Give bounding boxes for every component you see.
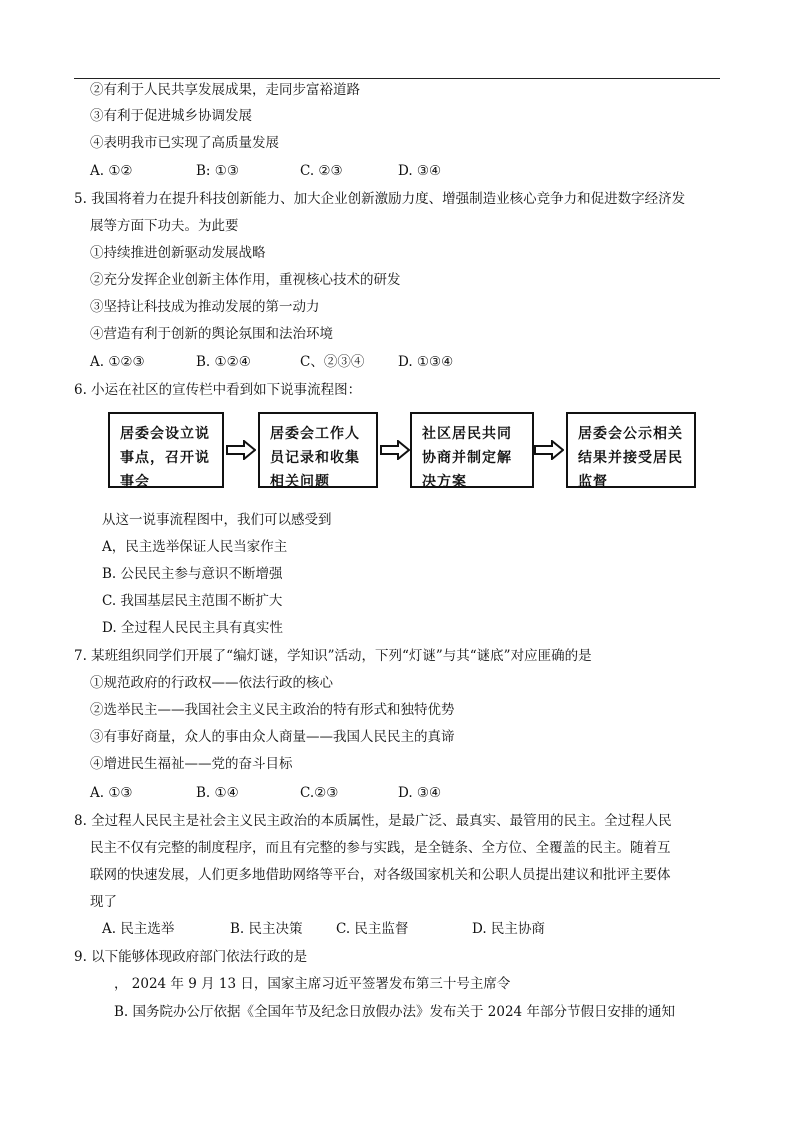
q7-statement-4: ④增进民生福祉——党的奋斗目标 [90, 756, 293, 772]
q8-line-4: 现了 [90, 894, 117, 910]
q7-options [90, 784, 441, 802]
q8-line-1: 8. 全过程人民民主是社会主义民主政治的本质属性，是最广泛、最真实、最管用的民主。全过程人民 [74, 813, 672, 829]
q4-option-c[interactable]: C. ②③ [300, 163, 343, 179]
q5-stem-line1: 5. 我国将着力在提升科技创新能力、加大企业创新激励力度、增强制造业核心竞争力和促进数字经济发 [74, 191, 686, 207]
q6-stem: 6. 小运在社区的宣传栏中看到如下说事流程图： [74, 382, 362, 398]
flow-box-2: 居委会工作人员记录和收集相关问题 [258, 412, 378, 488]
flow-box-1: 居委会设立说事点，召开说事会 [108, 412, 224, 488]
q8-option-a[interactable]: A. 民主选举 [102, 921, 175, 937]
q7-stem: 7. 某班组织同学们开展了“编灯谜，学知识”活动，下列“灯谜”与其“谜底”对应匪确的是 [74, 648, 592, 664]
flow-arrow-1-icon [226, 440, 256, 460]
q6-choice-a[interactable]: A，民主选举保证人民当家作主 [102, 539, 288, 555]
q5-statement-1: ①持续推进创新驱动发展战略 [90, 245, 266, 261]
flow-arrow-2-icon [380, 440, 410, 460]
q5-option-b[interactable]: B. ①②④ [196, 354, 251, 370]
q9-stem: 9. 以下能够体现政府部门依法行政的是 [74, 949, 308, 965]
header-rule [74, 78, 720, 79]
q6-choice-c[interactable]: C. 我国基层民主范围不断扩大 [102, 593, 283, 609]
q8-line-3: 联网的快速发展，人们更多地借助网络等平台，对各级国家机关和公职人员提出建议和批评主要体 [90, 867, 671, 883]
q7-statement-1: ①规范政府的行政权——依法行政的核心 [90, 675, 333, 691]
q5-statement-2: ②充分发挥企业创新主体作用，重视核心技术的研发 [90, 272, 401, 288]
q4-statement-2: ②有利于人民共享发展成果，走同步富裕道路 [90, 82, 360, 98]
q8-options [102, 920, 545, 938]
q5-statement-4: ④营造有利于创新的舆论氛围和法治环境 [90, 326, 333, 342]
q6-prompt: 从这一说事流程图中，我们可以感受到 [102, 512, 332, 528]
q6-choice-b[interactable]: B. 公民民主参与意识不断增强 [102, 566, 283, 582]
q4-statement-4: ④表明我市已实现了高质量发展 [90, 135, 279, 151]
q7-statement-3: ③有事好商量，众人的事由众人商量——我国人民民主的真谛 [90, 729, 455, 745]
q8-option-b[interactable]: B. 民主决策 [230, 921, 303, 937]
q8-line-2: 民主不仅有完整的制度程序，而且有完整的参与实践，是全链条、全方位、全覆盖的民主。随着互 [90, 840, 671, 856]
q5-option-c[interactable]: C、②③④ [300, 354, 365, 370]
q5-option-a[interactable]: A. ①②③ [90, 354, 145, 370]
q5-option-d[interactable]: D. ①③④ [398, 354, 454, 370]
q8-option-c[interactable]: C. 民主监督 [336, 921, 409, 937]
flowchart [108, 412, 698, 496]
q9-choice-b[interactable]: B. 国务院办公厅依据《全国年节及纪念日放假办法》发布关于 2024 年部分节假日安排的通知 [114, 1004, 675, 1020]
q8-option-d[interactable]: D. 民主协商 [472, 921, 545, 937]
flow-box-3: 社区居民共同协商并制定解决方案 [410, 412, 534, 488]
q5-stem-line2: 展等方面下功夫。为此要 [90, 218, 239, 234]
q6-choice-d[interactable]: D. 全过程人民民主具有真实性 [102, 620, 283, 636]
q7-option-c[interactable]: C.②③ [300, 785, 339, 801]
flow-box-4: 居委会公示相关结果并接受居民监督 [566, 412, 696, 488]
q5-options [90, 353, 453, 371]
q7-option-b[interactable]: B. ①④ [196, 785, 239, 801]
q4-option-b[interactable]: B: ①③ [196, 163, 239, 179]
q9-choice-a[interactable]: ， 2024 年 9 月 13 日，国家主席习近平签署发布第三十号主席令 [114, 976, 511, 992]
q4-statement-3: ③有利于促进城乡协调发展 [90, 108, 252, 124]
flow-arrow-3-icon [534, 440, 564, 460]
q4-option-a[interactable]: A. ①② [90, 163, 133, 179]
q5-statement-3: ③坚持让科技成为推动发展的第一动力 [90, 299, 320, 315]
q4-option-d[interactable]: D. ③④ [398, 163, 442, 179]
q4-options [90, 162, 441, 180]
q7-statement-2: ②选举民主——我国社会主义民主政治的特有形式和独特优势 [90, 702, 455, 718]
q7-option-a[interactable]: A. ①③ [90, 785, 133, 801]
q7-option-d[interactable]: D. ③④ [398, 785, 442, 801]
